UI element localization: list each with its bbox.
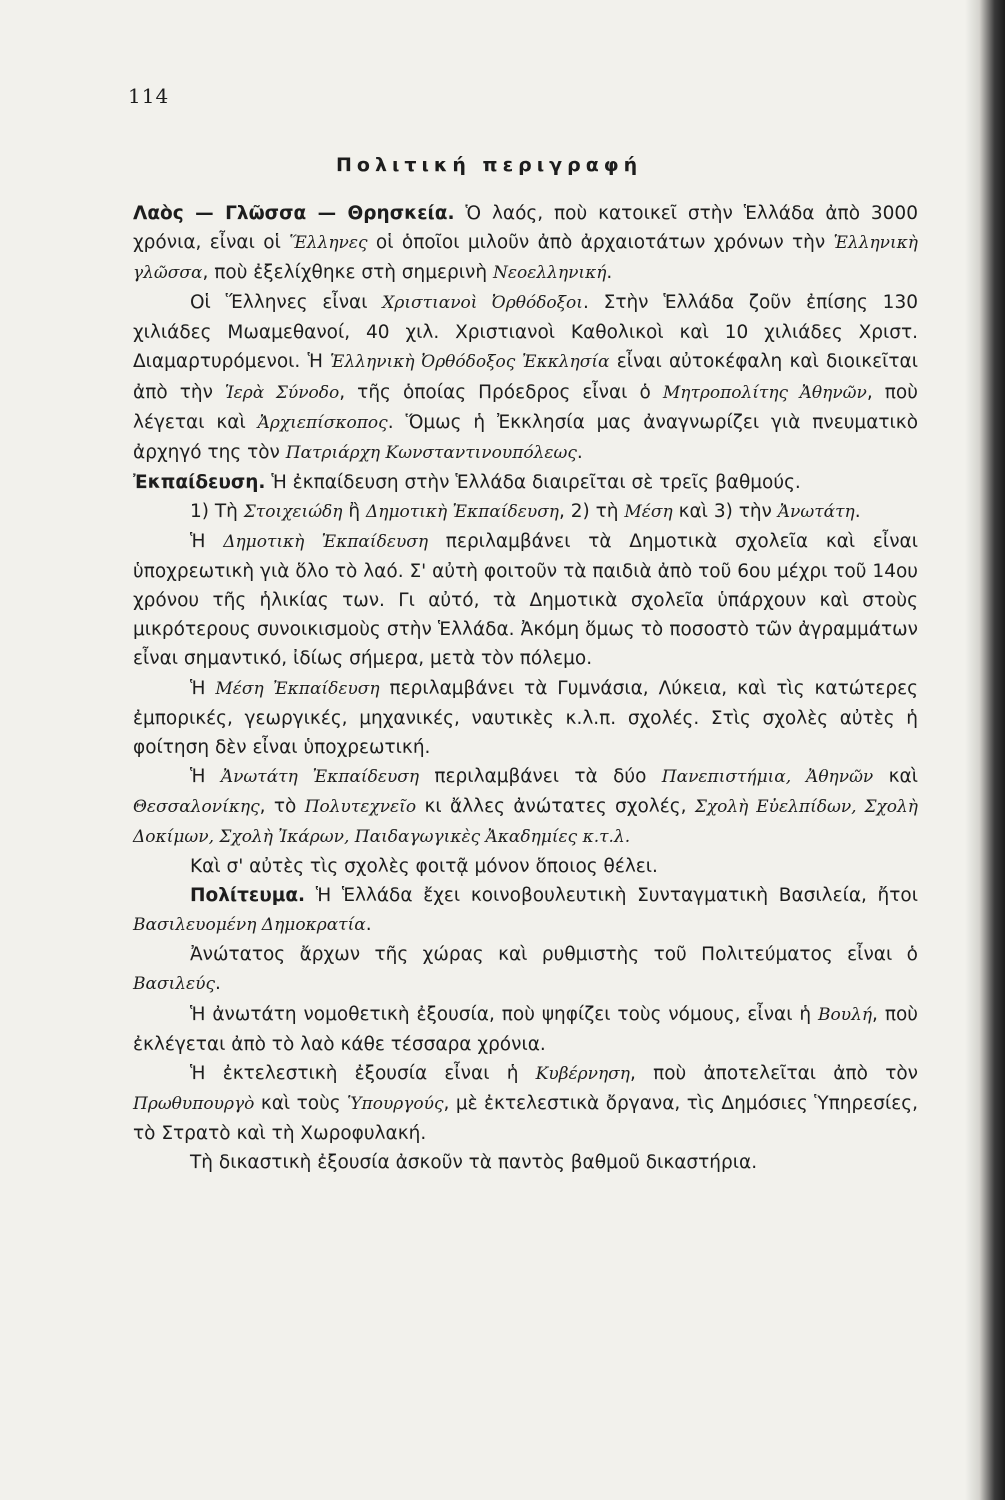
- text-run: καὶ 3) τὴν: [672, 500, 778, 522]
- italic-term: Σχολὴ Εὐελπίδων, Σχολὴ Δοκίμων, Σχολὴ Ἰκάρων, Παιδαγωγικὲς Ἀκαδημίες κ.τ.λ.: [133, 796, 918, 847]
- text-run: .: [606, 262, 613, 284]
- italic-term: Βασιλεύς: [133, 974, 215, 995]
- text-run: καὶ: [873, 765, 918, 787]
- text-run: Ἡ Ἑλλάδα ἔχει κοινοβουλευτικὴ Συνταγματικὴ Βασιλεία, ἤτοι: [305, 885, 918, 907]
- italic-term: Θεσσαλονίκης: [133, 796, 260, 817]
- italic-term: Ἀνωτάτη: [777, 501, 855, 522]
- text-run: εἶναι αὐτοκέφαλη καὶ διοικεῖται ἀπὸ τὴν: [133, 351, 918, 403]
- text-run: . Στὴν Ἑλλάδα ζοῦν ἐπίσης 130 χιλιάδες Μωαμεθανοί, 40 χιλ. Χριστιανοὶ Καθολικοὶ καὶ 10 χιλιάδες Χριστ. Διαμαρτυρόμενοι. Ἡ: [133, 292, 918, 373]
- text-run: Ὁ λαός, ποὺ κατοικεῖ στὴν Ἑλλάδα ἀπὸ 3000 χρόνια, εἶναι οἱ: [133, 203, 918, 254]
- text-run: 1) Τὴ: [190, 500, 244, 522]
- paragraph-p12: [133, 1059, 918, 1148]
- body-text: [133, 199, 918, 1177]
- text-run: Ἡ ἐκτελεστικὴ ἐξουσία εἶναι ἡ: [190, 1062, 536, 1084]
- text-run: Οἱ Ἕλληνες εἶναι: [190, 292, 383, 314]
- text-run: κι ἄλλες ἀνώτατες σχολές,: [416, 795, 695, 817]
- italic-term: Βουλή: [818, 1004, 873, 1025]
- text-run: περιλαμβάνει τὰ δύο: [419, 765, 662, 787]
- text-run: περιλαμβάνει τὰ Δημοτικὰ σχολεῖα καὶ εἶναι ὑποχρεωτικὴ γιὰ ὅλο τὸ λαό. Σ' αὐτὴ φοιτοῦν τὰ παιδιὰ ἀπὸ τοῦ 6ου μέχρι τοῦ 14ου χρόνου τῆς ἡλικίας των. Γι αὐτό, τὰ Δημοτικὰ σχολεῖα ὑπάρχουν καὶ στοὺς μικρότερους συνοικισμοὺς στὴν Ἑλλάδα. Ἀκόμη ὅμως τὸ ποσοστὸ τῶν ἀγραμμάτων εἶναι σημαντικό, ἰδίως σήμερα, μετὰ τὸν πόλεμο.: [133, 531, 918, 670]
- paragraph-p1: [133, 199, 918, 288]
- text-run: , ποὺ ἐξελίχθηκε στὴ σημερινὴ: [202, 262, 493, 284]
- paragraph-heading: Ἐκπαίδευση.: [133, 471, 266, 493]
- italic-term: Δημοτικὴ Ἐκπαίδευση: [365, 501, 559, 522]
- paragraph-heading: Πολίτευμα.: [190, 885, 306, 907]
- text-run: , ποὺ λέγεται καὶ: [133, 381, 918, 433]
- page-number: 114: [128, 84, 170, 108]
- text-run: Ἡ ἀνωτάτη νομοθετικὴ ἐξουσία, ποὺ ψηφίζει τοὺς νόμους, εἶναι ἡ: [190, 1003, 819, 1025]
- text-run: Καὶ σ' αὐτὲς τὶς σχολὲς φοιτᾷ μόνον ὅποιος θέλει.: [190, 856, 658, 878]
- page-edge: [979, 0, 1005, 1500]
- italic-term: Νεοελληνική: [492, 263, 607, 284]
- italic-term: Ἀρχιεπίσκοπος: [257, 412, 388, 433]
- text-run: Ἡ: [190, 677, 216, 699]
- text-run: , ποὺ ἐκλέγεται ἀπὸ τὸ λαὸ κάθε τέσσαρα χρόνια.: [133, 1003, 918, 1055]
- text-run: , ποὺ ἀποτελεῖται ἀπὸ τὸν: [629, 1062, 918, 1084]
- text-run: ἢ: [342, 500, 366, 522]
- text-run: .: [215, 973, 221, 995]
- text-run: . Ὅμως ἡ Ἐκκλησία μας ἀναγνωρίζει γιὰ πνευματικὸ ἀρχηγό της τὸν: [133, 411, 919, 463]
- text-run: .: [576, 441, 583, 463]
- italic-term: Ὑπουργούς: [347, 1093, 444, 1114]
- italic-term: Κυβέρνηση: [535, 1063, 630, 1084]
- italic-term: Βασιλευομένη Δημοκρατία: [133, 915, 366, 936]
- italic-term: Δημοτικὴ Ἐκπαίδευση: [223, 532, 429, 553]
- paragraph-heading: Λαὸς — Γλῶσσα — Θρησκεία.: [133, 203, 455, 224]
- text-run: οἱ ὁποῖοι μιλοῦν ἀπὸ ἀρχαιοτάτων χρόνων τὴν: [367, 232, 834, 254]
- italic-term: Μέση Ἐκπαίδευση: [215, 678, 380, 699]
- paragraph-p3: [133, 468, 918, 497]
- text-run: .: [854, 500, 861, 522]
- text-run: περιλαμβάνει τὰ Γυμνάσια, Λύκεια, καὶ τὶς κατώτερες ἐμπορικές, γεωργικές, μηχανικές, ναυτικὲς κ.λ.π. σχολές. Στὶς σχολὲς αὐτὲς ἡ φοίτηση δὲν εἶναι ὑποχρεωτική.: [133, 677, 918, 758]
- text-run: Ἡ: [190, 531, 224, 553]
- paragraph-p11: [133, 1000, 918, 1059]
- text-run: Ἀνώτατος ἄρχων τῆς χώρας καὶ ρυθμιστὴς τοῦ Πολιτεύματος εἶναι ὁ: [190, 944, 918, 966]
- italic-term: Ἱερὰ Σύνοδο: [224, 382, 340, 403]
- italic-term: Μέση: [624, 501, 673, 522]
- text-run: καὶ τοὺς: [254, 1092, 348, 1114]
- italic-term: Πατριάρχη Κωνσταντινουπόλεως: [285, 442, 577, 463]
- paragraph-p6: [133, 674, 918, 762]
- italic-term: Ἑλληνικὴ γλῶσσα: [133, 233, 918, 284]
- italic-term: Πολυτεχνεῖο: [304, 796, 417, 817]
- page-gutter-shadow: [965, 0, 979, 1500]
- paragraph-p9: [133, 881, 918, 940]
- text-run: .: [365, 914, 372, 936]
- italic-term: Ἑλληνικὴ Ὀρθόδοξος Ἐκκλησία: [330, 352, 610, 373]
- text-run: , μὲ ἐκτελεστικὰ ὄργανα, τὶς Δημόσιες Ὑπηρεσίες, τὸ Στρατὸ καὶ τὴ Χωροφυλακή.: [133, 1092, 918, 1144]
- paragraph-p2: [133, 288, 918, 468]
- text-run: Τὴ δικαστικὴ ἐξουσία ἀσκοῦν τὰ παντὸς βαθμοῦ δικαστήρια.: [190, 1152, 758, 1173]
- italic-term: Στοιχειώδη: [243, 501, 343, 522]
- italic-term: Μητροπολίτης Ἀθηνῶν: [662, 382, 867, 403]
- paragraph-p7: [133, 762, 918, 852]
- italic-term: Πανεπιστήμια, Ἀθηνῶν: [661, 766, 874, 787]
- italic-term: Πρωθυπουργὸ: [133, 1093, 255, 1114]
- paragraph-p8: [133, 852, 918, 881]
- paragraph-p13: [133, 1148, 918, 1177]
- text-run: Ἡ ἐκπαίδευση στὴν Ἑλλάδα διαιρεῖται σὲ τρεῖς βαθμούς.: [265, 471, 801, 493]
- paragraph-p10: [133, 940, 918, 999]
- text-run: Ἡ: [190, 765, 221, 787]
- text-run: , 2) τὴ: [559, 500, 625, 522]
- paragraph-p4: [133, 497, 918, 527]
- italic-term: Ἀνωτάτη Ἐκπαίδευση: [220, 766, 420, 787]
- section-title: Πολιτική περιγραφή: [336, 154, 643, 176]
- text-run: , τὸ: [259, 795, 305, 817]
- italic-term: Χριστιανοὶ Ὀρθόδοξοι: [382, 293, 583, 314]
- italic-term: Ἕλληνες: [289, 233, 368, 254]
- paragraph-p5: [133, 527, 918, 673]
- text-run: , τῆς ὁποίας Πρόεδρος εἶναι ὁ: [339, 381, 663, 403]
